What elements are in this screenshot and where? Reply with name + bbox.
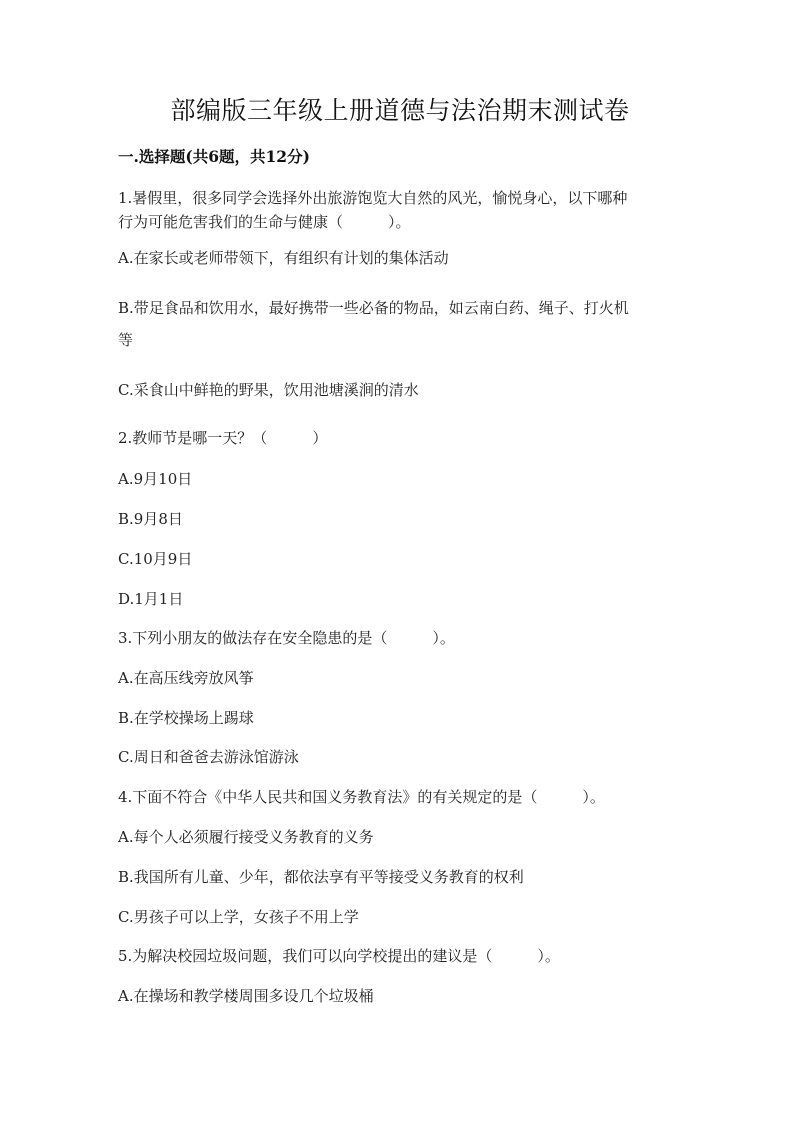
question-4-option-c: C.男孩子可以上学，女孩子不用上学 xyxy=(118,908,359,926)
question-2-option-b: B.9月8日 xyxy=(118,510,183,528)
question-4-option-a: A.每个人必须履行接受义务教育的义务 xyxy=(118,828,374,846)
question-2-stem: 2.教师节是哪一天？（ ） xyxy=(118,429,328,447)
question-3-stem: 3.下列小朋友的做法存在安全隐患的是（ ）。 xyxy=(118,629,455,647)
question-3-option-a: A.在高压线旁放风筝 xyxy=(118,669,254,687)
question-4-option-b: B.我国所有儿童、少年，都依法享有平等接受义务教育的权利 xyxy=(118,868,524,886)
question-2-option-d: D.1月1日 xyxy=(118,590,184,608)
question-2-option-a: A.9月10日 xyxy=(118,470,193,488)
question-3-option-c: C.周日和爸爸去游泳馆游泳 xyxy=(118,748,299,766)
question-4-stem: 4.下面不符合《中华人民共和国义务教育法》的有关规定的是（ ）。 xyxy=(118,788,605,806)
question-1-option-c: C.采食山中鲜艳的野果，饮用池塘溪涧的清水 xyxy=(118,381,419,399)
question-1-option-a: A.在家长或老师带领下，有组织有计划的集体活动 xyxy=(118,249,449,267)
page-title: 部编版三年级上册道德与法治期末测试卷 xyxy=(170,96,630,125)
question-5-stem: 5.为解决校园垃圾问题，我们可以向学校提出的建议是（ ）。 xyxy=(118,947,560,965)
question-2-option-c: C.10月9日 xyxy=(118,550,193,568)
question-1-stem-line-1: 1.暑假里，很多同学会选择外出旅游饱览大自然的风光，愉悦身心，以下哪种 xyxy=(118,189,628,207)
section-header: 一.选择题(共6题，共12分) xyxy=(118,147,310,166)
question-3-option-b: B.在学校操场上踢球 xyxy=(118,709,254,727)
question-5-option-a: A.在操场和教学楼周围多设几个垃圾桶 xyxy=(118,987,374,1005)
question-1-stem-line-2: 行为可能危害我们的生命与健康（ ）。 xyxy=(118,213,411,231)
question-1-option-b: B.带足食品和饮用水，最好携带一些必备的物品，如云南白药、绳子、打火机 xyxy=(118,299,629,317)
question-1-option-b-wrap: 等 xyxy=(118,331,134,349)
